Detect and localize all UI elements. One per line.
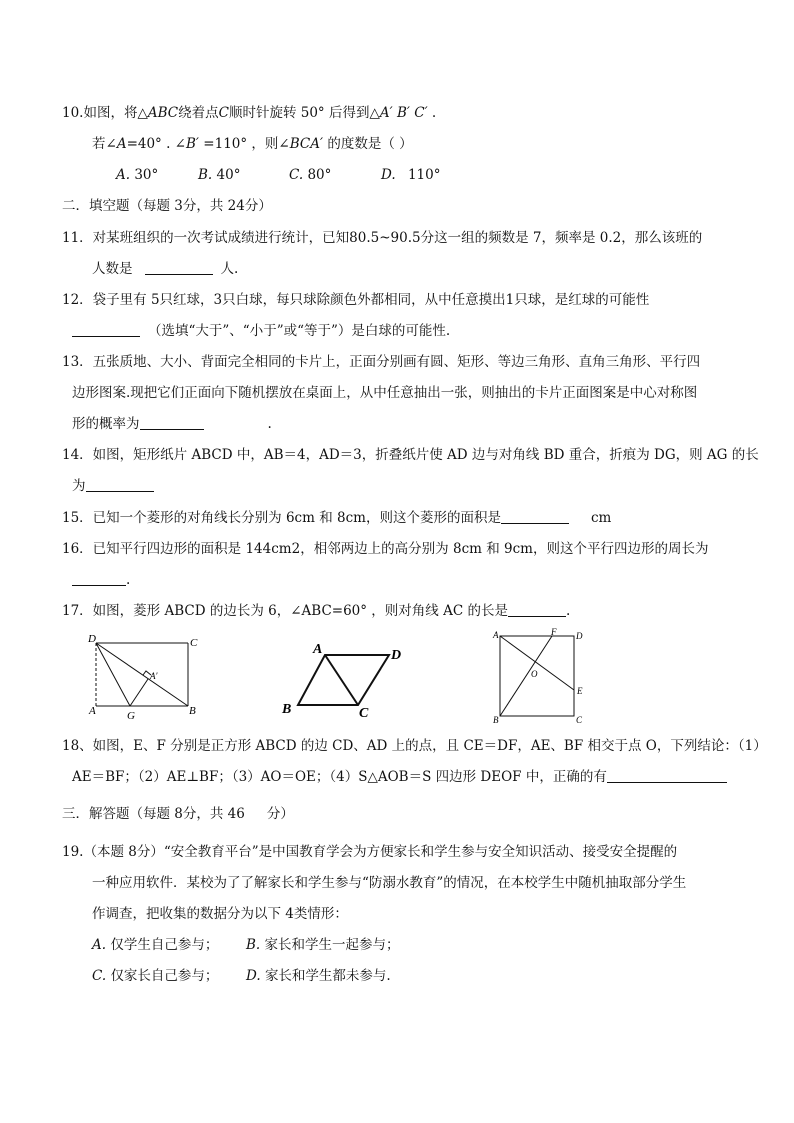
label-o: O: [531, 669, 538, 679]
option-letter: C.: [92, 968, 107, 984]
q17-text: 17．如图，菱形 ABCD 的边长为 6，∠ABC=60° ，则对角线 AC 的长是: [62, 603, 508, 619]
label-d: D: [88, 633, 96, 645]
figure-folded-rectangle: [86, 634, 196, 720]
answer-blank[interactable]: [607, 768, 727, 783]
q16-line2: [72, 571, 130, 589]
q17-line1: [62, 602, 570, 620]
q19-line3: 作调查，把收集的数据分为以下 4类情形：: [92, 906, 348, 922]
q10-text: =110° ，则∠: [199, 136, 290, 152]
label-a: A: [89, 705, 96, 717]
figure-square-abcd: [490, 628, 590, 724]
q10-line2: [92, 135, 413, 153]
q10-option-d: [381, 166, 440, 184]
q10-angle-a: A: [116, 136, 127, 152]
rhombus-abcd: [298, 655, 389, 705]
q19-option-a: [92, 936, 218, 954]
q11-line2: [92, 260, 238, 278]
q19-option-b: [246, 936, 400, 954]
q10-angle-bca: BCA′: [289, 136, 324, 152]
label-c: C: [576, 715, 583, 725]
q10-angle-b: B′: [186, 136, 199, 152]
q10-text: 若∠: [92, 136, 117, 152]
q10-option-a: [116, 166, 158, 184]
option-text: 家长和学生都未参与.: [264, 968, 391, 984]
q13-text: .: [267, 416, 272, 432]
answer-blank[interactable]: [86, 477, 154, 492]
q11-text: 人数是: [92, 261, 133, 277]
q10-triangle-prime: A′ B′ C′: [379, 105, 428, 121]
q18-line1: 18、如图，E、F 分别是正方形 ABCD 的边 CD、AD 上的点，且 CE＝DF，AE、BF 相交于点 O，下列结论：（1）: [62, 738, 767, 754]
label-f: F: [551, 627, 557, 637]
q13-line1: 13．五张质地、大小、背面完全相同的卡片上，正面分别画有圆、矩形、等边三角形、直角三角形、平行四: [62, 354, 701, 370]
q10-line1: [62, 104, 436, 122]
answer-blank[interactable]: [72, 571, 126, 586]
section-3-text: 分）: [266, 806, 294, 822]
label-a: A: [313, 642, 323, 657]
q11-text: 人.: [220, 261, 239, 277]
label-c: C: [359, 706, 369, 721]
section-3-title: [62, 805, 294, 823]
q10-text: 绕着点: [178, 105, 219, 121]
q19-option-c: [92, 967, 218, 985]
q12-line2: [72, 322, 450, 340]
q11-line1: 11．对某班组织的一次考试成绩进行统计，已知80.5~90.5分这一组的频数是 7，频率是 0.2，那么该班的: [62, 230, 703, 246]
option-text: 110°: [407, 167, 441, 183]
q19-line2: 一种应用软件．某校为了了解家长和学生参与“防溺水教育”的情况，在本校学生中随机抽取部分学生: [92, 875, 687, 891]
section-3-text: 三．解答题（每题 8分，共 46: [62, 806, 245, 822]
option-text: 仅学生自己参与；: [110, 937, 219, 953]
label-a: A: [493, 630, 499, 640]
label-g: G: [127, 710, 135, 722]
q10-option-c: [289, 166, 331, 184]
q13-text: 形的概率为: [72, 416, 140, 432]
option-letter: A.: [92, 937, 107, 953]
label-b: B: [189, 705, 196, 717]
q10-point-c: C: [218, 105, 229, 121]
answer-blank[interactable]: [501, 509, 569, 524]
option-letter: C.: [289, 167, 304, 183]
option-text: 30°: [134, 167, 159, 183]
q10-text: =40° . ∠: [126, 136, 186, 152]
label-e: E: [577, 686, 583, 696]
q18-text: AE＝BF；（2）AE⊥BF；（3）AO＝OE；（4）S△AOB＝S 四边形 DEOF 中，正确的有: [72, 769, 607, 785]
q16-line1: 16．已知平行四边形的面积是 144cm2，相邻两边上的高分别为 8cm 和 9cm，则这个平行四边形的周长为: [62, 541, 709, 557]
option-text: 仅家长自己参与；: [110, 968, 219, 984]
q14-text: 为: [72, 478, 86, 494]
segment-ae: [500, 636, 574, 690]
option-letter: D.: [381, 167, 396, 183]
answer-blank[interactable]: [140, 415, 204, 430]
fold-dg: [96, 643, 130, 706]
q10-text: 的度数是（ ）: [323, 136, 413, 152]
label-b: B: [282, 702, 292, 717]
diagonal-ac: [325, 655, 358, 705]
q16-text: .: [126, 572, 131, 588]
label-d: D: [391, 648, 402, 663]
segment-bf: [500, 636, 552, 716]
q14-line1: 14．如图，矩形纸片 ABCD 中，AB＝4，AD＝3，折叠纸片使 AD 边与对角线 BD 重合，折痕为 DG，则 AG 的长: [62, 447, 759, 463]
q18-line2: [72, 768, 727, 786]
segment-ga-prime: [130, 679, 148, 706]
option-text: 家长和学生一起参与；: [264, 937, 400, 953]
q14-line2: [72, 477, 154, 495]
figure-rhombus: [278, 638, 418, 720]
option-letter: A.: [116, 167, 131, 183]
q15-unit: cm: [590, 510, 612, 526]
answer-blank[interactable]: [145, 260, 213, 275]
section-2-title: 二．填空题（每题 3分，共 24分）: [62, 198, 272, 214]
option-text: 40°: [216, 167, 241, 183]
q10-triangle-abc: ABC: [147, 105, 179, 121]
q15-line1: [62, 509, 611, 527]
q15-text: 15．已知一个菱形的对角线长分别为 6cm 和 8cm，则这个菱形的面积是: [62, 510, 501, 526]
option-letter: B.: [246, 937, 261, 953]
q12-text: （选填“大于”、“小于”或“等于”）是白球的可能性.: [148, 323, 451, 339]
q10-text: 10.如图，将△: [62, 105, 148, 121]
q10-option-b: [198, 166, 240, 184]
q10-text: .: [427, 105, 437, 121]
answer-blank[interactable]: [508, 602, 566, 617]
q19-line1: 19.（本题 8分）“安全教育平台”是中国教育学会为方便家长和学生参与安全知识活动、接受安全提醒的: [62, 844, 678, 860]
label-d: D: [576, 631, 583, 641]
diagonal-db: [96, 643, 188, 706]
label-c: C: [190, 637, 198, 649]
q17-text: .: [565, 603, 571, 619]
option-text: 80°: [307, 167, 332, 183]
option-letter: D.: [246, 968, 261, 984]
label-a-prime: A′: [150, 671, 158, 681]
q13-line3: [72, 415, 272, 433]
q13-line2: 边形图案.现把它们正面向下随机摆放在桌面上，从中任意抽出一张，则抽出的卡片正面图案是中心对称图: [72, 385, 698, 401]
option-letter: B.: [198, 167, 213, 183]
q19-option-d: [246, 967, 391, 985]
q10-text: 顺时针旋转 50° 后得到△: [228, 105, 380, 121]
q12-line1: 12．袋子里有 5只红球，3只白球，每只球除颜色外都相同，从中任意摸出1只球，是红球的可能性: [62, 292, 650, 308]
answer-blank[interactable]: [72, 322, 140, 337]
label-b: B: [493, 715, 499, 725]
